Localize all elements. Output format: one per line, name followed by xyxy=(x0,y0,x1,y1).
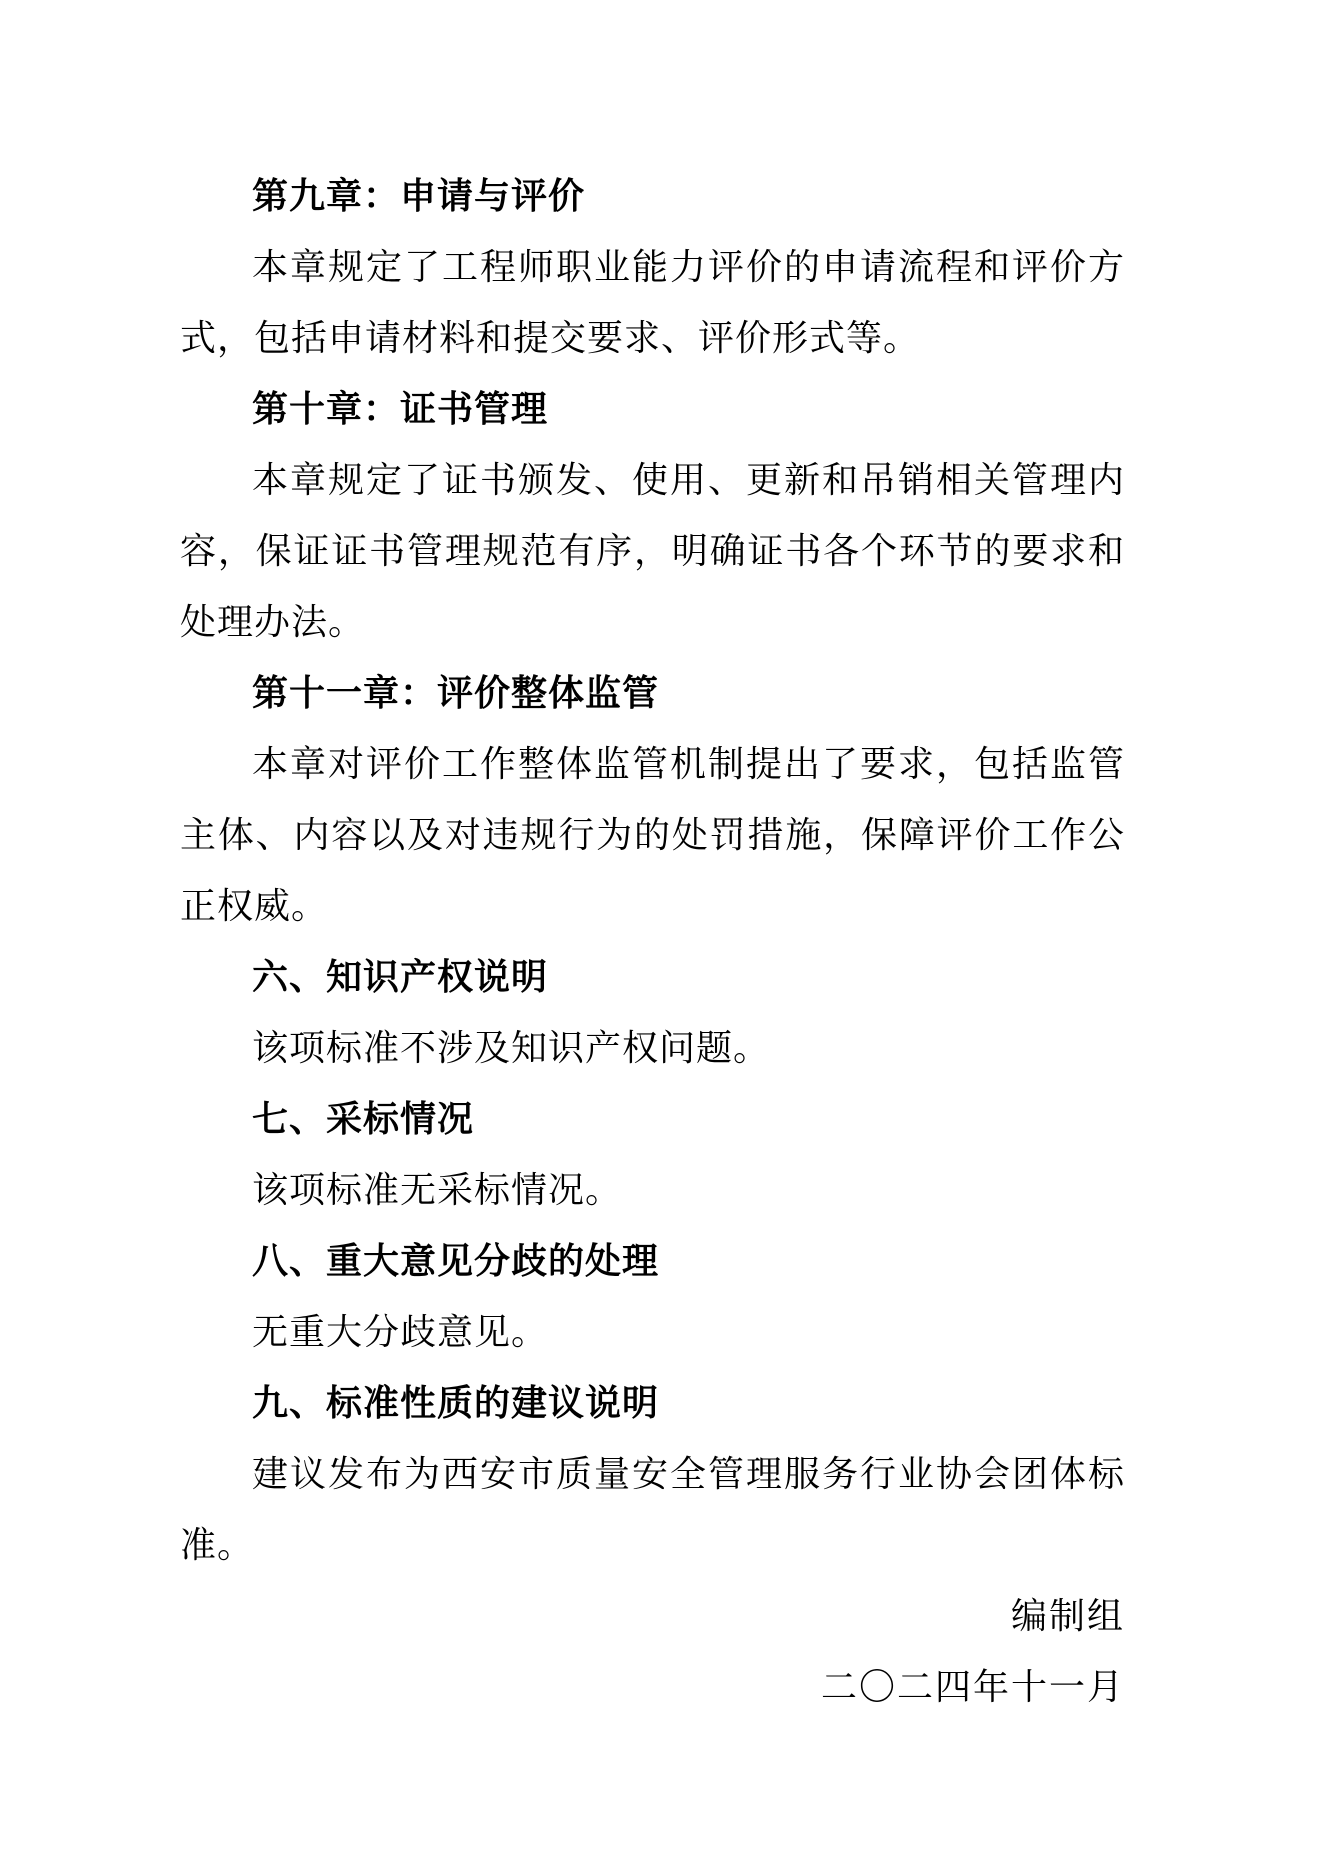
heading-section-9-standard-nature: 九、标准性质的建议说明 xyxy=(252,1383,660,1424)
para-chapter-11-summary: 本章对评价工作整体监管机制提出了要求，包括监管主体、内容以及对违规行为的处罚措施，保障评价工作公正权威。 xyxy=(180,744,1125,927)
heading-section-6-intellectual-property: 六、知识产权说明 xyxy=(252,957,549,998)
heading-chapter-10: 第十章：证书管理 xyxy=(252,389,549,430)
para-section-7-statement: 该项标准无采标情况。 xyxy=(252,1170,623,1211)
signature-group: 编制组 xyxy=(1010,1596,1125,1637)
para-chapter-10-summary: 本章规定了证书颁发、使用、更新和吊销相关管理内容，保证证书管理规范有序，明确证书各个环节的要求和处理办法。 xyxy=(180,460,1125,643)
para-section-6-statement: 该项标准不涉及知识产权问题。 xyxy=(252,1028,771,1069)
para-section-9-statement: 建议发布为西安市质量安全管理服务行业协会团体标准。 xyxy=(180,1454,1125,1566)
heading-chapter-9: 第九章：申请与评价 xyxy=(252,176,586,217)
heading-chapter-11: 第十一章：评价整体监管 xyxy=(252,673,660,714)
heading-section-8-major-disagreements: 八、重大意见分歧的处理 xyxy=(252,1241,660,1282)
para-chapter-9-summary: 本章规定了工程师职业能力评价的申请流程和评价方式，包括申请材料和提交要求、评价形式等。 xyxy=(180,247,1125,359)
signature-date: 二〇二四年十一月 xyxy=(820,1667,1125,1708)
para-section-8-statement: 无重大分歧意见。 xyxy=(252,1312,549,1353)
heading-section-7-standards-adoption: 七、采标情况 xyxy=(252,1099,475,1140)
